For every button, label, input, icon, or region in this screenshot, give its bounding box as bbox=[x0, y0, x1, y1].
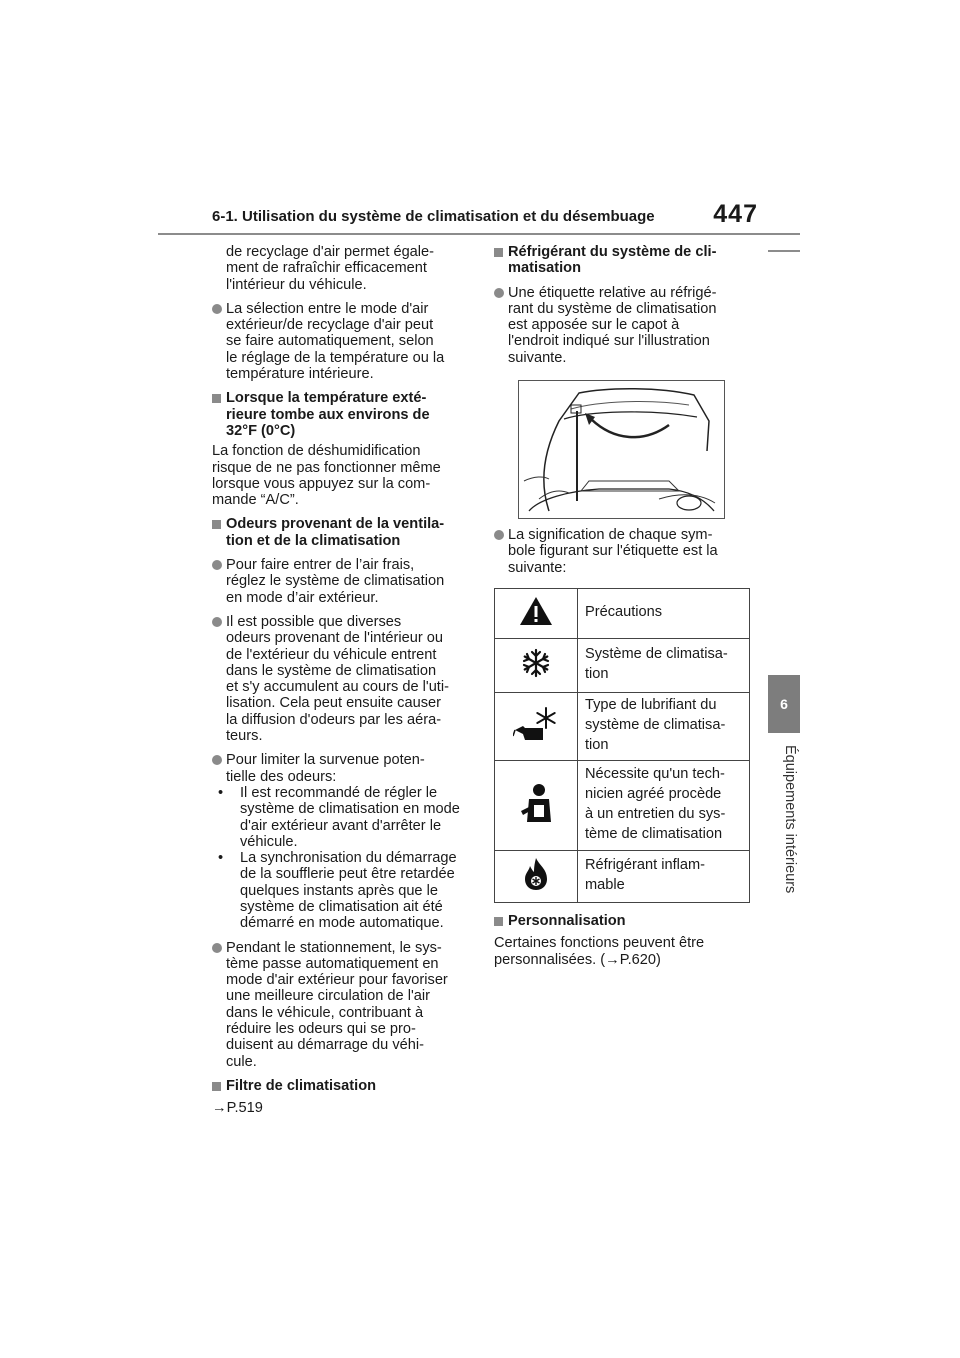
table-row bbox=[495, 850, 750, 902]
symbol-cell bbox=[495, 638, 578, 692]
heading-square bbox=[494, 248, 503, 257]
filter-page-link[interactable]: →P.519 bbox=[212, 1100, 263, 1117]
personalization-page-link[interactable]: personnalisées. (→P.620) bbox=[494, 951, 661, 968]
symbol-description: Réfrigérant inflam- mable bbox=[578, 850, 750, 902]
bullet-fresh-air: Pour faire entrer de l’air frais, réglez le système de climatisation en mode d’air extérieur. bbox=[212, 557, 472, 606]
bullet-dot bbox=[212, 755, 222, 765]
sub-item-blower-delay: • La synchronisation du démarrage de la soufflerie peut être retardée quelques instants après que le système de climatisation ait été démarré en mode automatique. bbox=[218, 850, 457, 932]
sub-item-outside-air: • Il est recommandé de régler le système de climatisation en mode d'air extérieur avant d'arrêter le véhicule. bbox=[218, 784, 460, 850]
bullet-dot bbox=[212, 304, 222, 314]
hood-label-illustration bbox=[518, 380, 725, 519]
technician-icon bbox=[519, 783, 553, 823]
side-rule bbox=[768, 250, 800, 252]
bullet-parking: Pendant le stationnement, le sys- tème passe automatiquement en mode d'air extérieur pour favoriser une meilleure circulation de l'air dans le véhicule, contribuant à réduire les odeurs qui se pro- duisent au démarrage du véhi- cule. bbox=[212, 940, 472, 1070]
personalization-text: Certaines fonctions peuvent être personnalisées. (→P.620) bbox=[494, 935, 756, 968]
table-row bbox=[495, 760, 750, 850]
heading-personalization: Personnalisation bbox=[494, 913, 756, 929]
bullet-odor-accumulation: Il est possible que diverses odeurs provenant de l'intérieur ou de l'extérieur du véhicule entrent dans le système de climatisation et s'y accumulent au cours de l'uti- lisation. Cela peut ensuite causer la diffusion d'odeurs par les aéra- teurs. bbox=[212, 614, 472, 744]
symbol-description: Précautions bbox=[578, 588, 750, 638]
symbol-cell bbox=[495, 588, 578, 638]
open-hood-drawing bbox=[519, 381, 724, 518]
left-column bbox=[212, 244, 472, 1117]
bullet-dot bbox=[212, 560, 222, 570]
heading-refrigerant: Réfrigérant du système de cli- matisation bbox=[494, 244, 756, 277]
heading-odors: Odeurs provenant de la ventila- tion et de la climatisation bbox=[212, 516, 472, 549]
table-row bbox=[495, 638, 750, 692]
page-header bbox=[212, 200, 758, 234]
table-row bbox=[495, 588, 750, 638]
symbol-table bbox=[494, 588, 750, 903]
bullet-symbol-meaning: La signification de chaque sym- bole figurant sur l'étiquette est la suivante: bbox=[494, 527, 756, 576]
snowflake-icon bbox=[521, 648, 551, 678]
low-temperature-text: La fonction de déshumidification risque de ne pas fonctionner même lorsque vous appuyez sur la com- mande “A/C”. bbox=[212, 443, 441, 509]
bullet-dot bbox=[494, 530, 504, 540]
heading-square bbox=[212, 1082, 221, 1091]
heading-low-temperature: Lorsque la température exté- rieure tombe aux environs de 32°F (0°C) bbox=[212, 390, 472, 439]
continued-paragraph: de recyclage d'air permet égale- ment de rafraîchir efficacement l'intérieur du véhicule. bbox=[226, 244, 435, 293]
symbol-cell bbox=[495, 760, 578, 850]
symbol-description: Type de lubrifiant du système de climatisa- tion bbox=[578, 692, 750, 760]
symbol-description: Système de climatisa- tion bbox=[578, 638, 750, 692]
flammable-icon bbox=[521, 857, 551, 891]
symbol-description: Nécessite qu'un tech- nicien agréé procède à un entretien du sys- tème de climatisation bbox=[578, 760, 750, 850]
bullet-dot bbox=[212, 617, 222, 627]
heading-square bbox=[494, 917, 503, 926]
warning-triangle-icon bbox=[519, 596, 553, 626]
table-row bbox=[495, 692, 750, 760]
section-title: 6-1. Utilisation du système de climatisation et du désembuage bbox=[212, 208, 655, 225]
sub-bullet-mark: • bbox=[218, 784, 224, 801]
symbol-cell bbox=[495, 692, 578, 760]
bullet-limit-odors: Pour limiter la survenue poten- tielle des odeurs: bbox=[212, 752, 472, 785]
page-number: 447 bbox=[713, 200, 758, 228]
right-column bbox=[494, 244, 756, 968]
sub-bullet-mark: • bbox=[218, 850, 224, 867]
oil-can-icon bbox=[513, 706, 559, 742]
bullet-dot bbox=[494, 288, 504, 298]
chapter-label: Équipements intérieurs bbox=[782, 745, 798, 894]
header-rule bbox=[158, 233, 800, 235]
chapter-tab[interactable]: 6 bbox=[768, 675, 800, 733]
heading-filter: Filtre de climatisation bbox=[212, 1078, 472, 1094]
symbol-cell bbox=[495, 850, 578, 902]
bullet-dot bbox=[212, 943, 222, 953]
bullet-label-location: Une étiquette relative au réfrigé- rant du système de climatisation est apposée sur le capot à l'endroit indiqué sur l'illustration suivante. bbox=[494, 285, 756, 366]
heading-square bbox=[212, 394, 221, 403]
heading-square bbox=[212, 520, 221, 529]
bullet-auto-mode: La sélection entre le mode d'air extérieur/de recyclage d'air peut se faire automatiquement, selon le réglage de la température ou la température intérieure. bbox=[212, 301, 472, 382]
